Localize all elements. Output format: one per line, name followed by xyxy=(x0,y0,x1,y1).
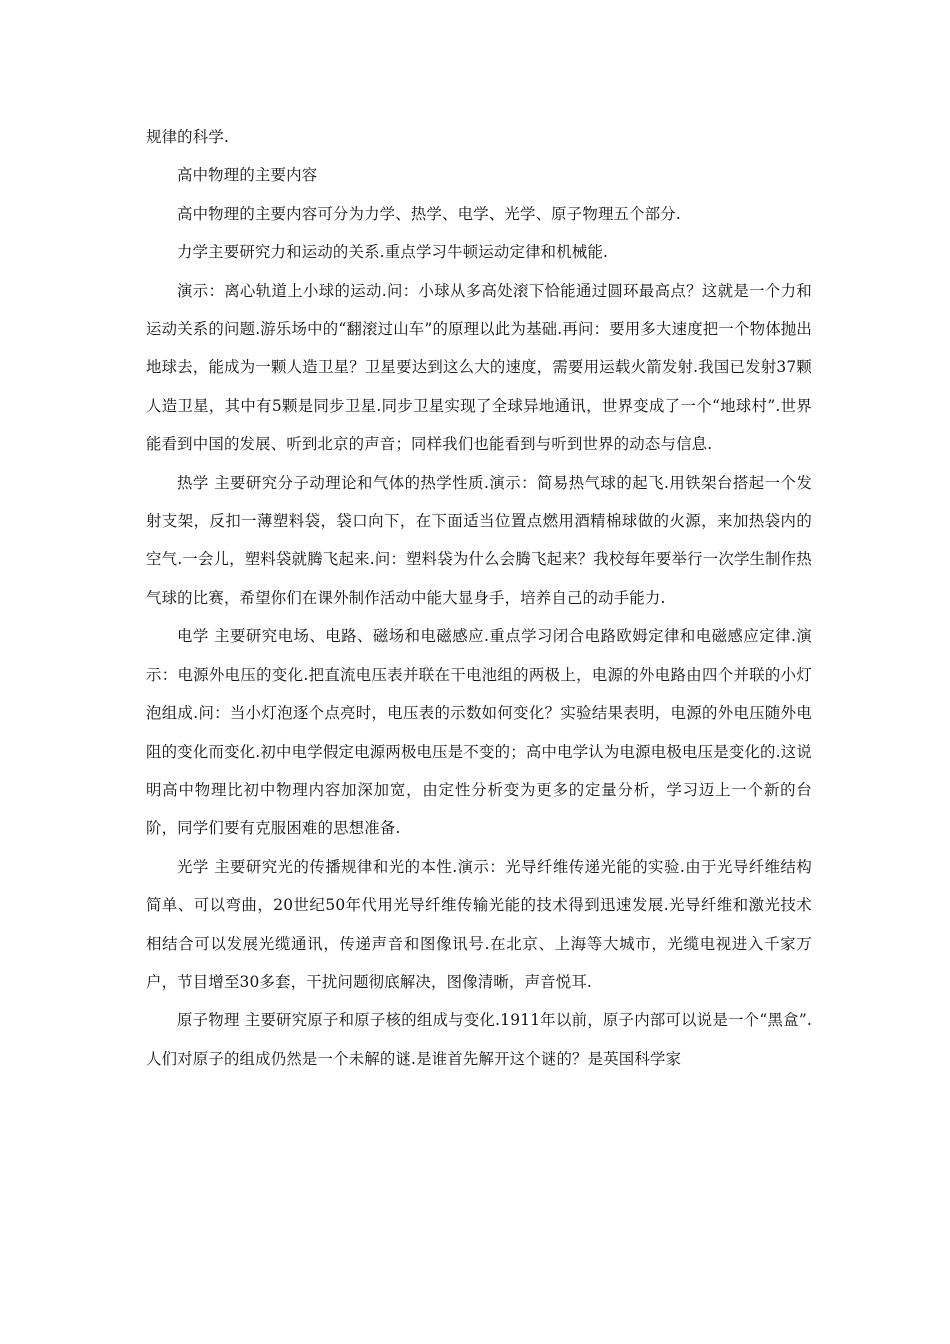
paragraph-mechanics-demo: 演示：离心轨道上小球的运动.问：小球从多高处滚下恰能通过圆环最高点？这就是一个力和运动关系的问题.游乐场中的“翻滚过山车”的原理以此为基础.再问：要用多大速度把一个物体抛出地球去，能成为一颗人造卫星？卫星要达到这么大的速度，需要用运载火箭发射.我国已发射37颗人造卫星，其中有5颗是同步卫星.同步卫星实现了全球异地通讯，世界变成了一个“地球村”.世界能看到中国的发展、听到北京的声音；同样我们也能看到与听到世界的动态与信息. xyxy=(146,281,812,454)
paragraph-mechanics-intro: 力学主要研究力和运动的关系.重点学习牛顿运动定律和机械能. xyxy=(177,243,609,262)
paragraph-continuation: 规律的科学. xyxy=(146,128,230,146)
document-body xyxy=(146,118,812,1078)
paragraph-optics: 光学 主要研究光的传播规律和光的本性.演示：光导纤维传递光能的实验.由于光导纤维结构简单、可以弯曲，20世纪50年代用光导纤维传输光能的技术得到迅速发展.光导纤维和激光技术相结合可以发展光缆通讯，传递声音和图像讯号.在北京、上海等大城市，光缆电视进入千家万户，节目增至30多套，干扰问题彻底解决，图像清晰，声音悦耳. xyxy=(146,857,812,991)
paragraph-overview: 高中物理的主要内容可分为力学、热学、电学、光学、原子物理五个部分. xyxy=(177,204,681,223)
paragraph-thermal: 热学 主要研究分子动理论和气体的热学性质.演示：简易热气球的起飞.用铁架台搭起一个发射支架，反扣一薄塑料袋，袋口向下，在下面适当位置点燃用酒精棉球做的火源，来加热袋内的空气.一会儿，塑料袋就腾飞起来.问：塑料袋为什么会腾飞起来？我校每年要举行一次学生制作热气球的比赛，希望你们在课外制作活动中能大显身手，培养自己的动手能力. xyxy=(146,473,812,607)
section-heading: 高中物理的主要内容 xyxy=(177,166,318,185)
paragraph-electricity: 电学 主要研究电场、电路、磁场和电磁感应.重点学习闭合电路欧姆定律和电磁感应定律.演示：电源外电压的变化.把直流电压表并联在干电池组的两极上，电源的外电路由四个并联的小灯泡组成.问：当小灯泡逐个点亮时，电压表的示数如何变化？实验结果表明，电源的外电压随外电阻的变化而变化.初中电学假定电源两极电压是不变的；高中电学认为电源电极电压是变化的.这说明高中物理比初中物理内容加深加宽，由定性分析变为更多的定量分析，学习迈上一个新的台阶，同学们要有克服困难的思想准备. xyxy=(146,627,812,838)
paragraph-atomic: 原子物理 主要研究原子和原子核的组成与变化.1911年以前，原子内部可以说是一个“黑盒”.人们对原子的组成仍然是一个未解的谜.是谁首先解开这个谜的？是英国科学家 xyxy=(146,1011,812,1068)
